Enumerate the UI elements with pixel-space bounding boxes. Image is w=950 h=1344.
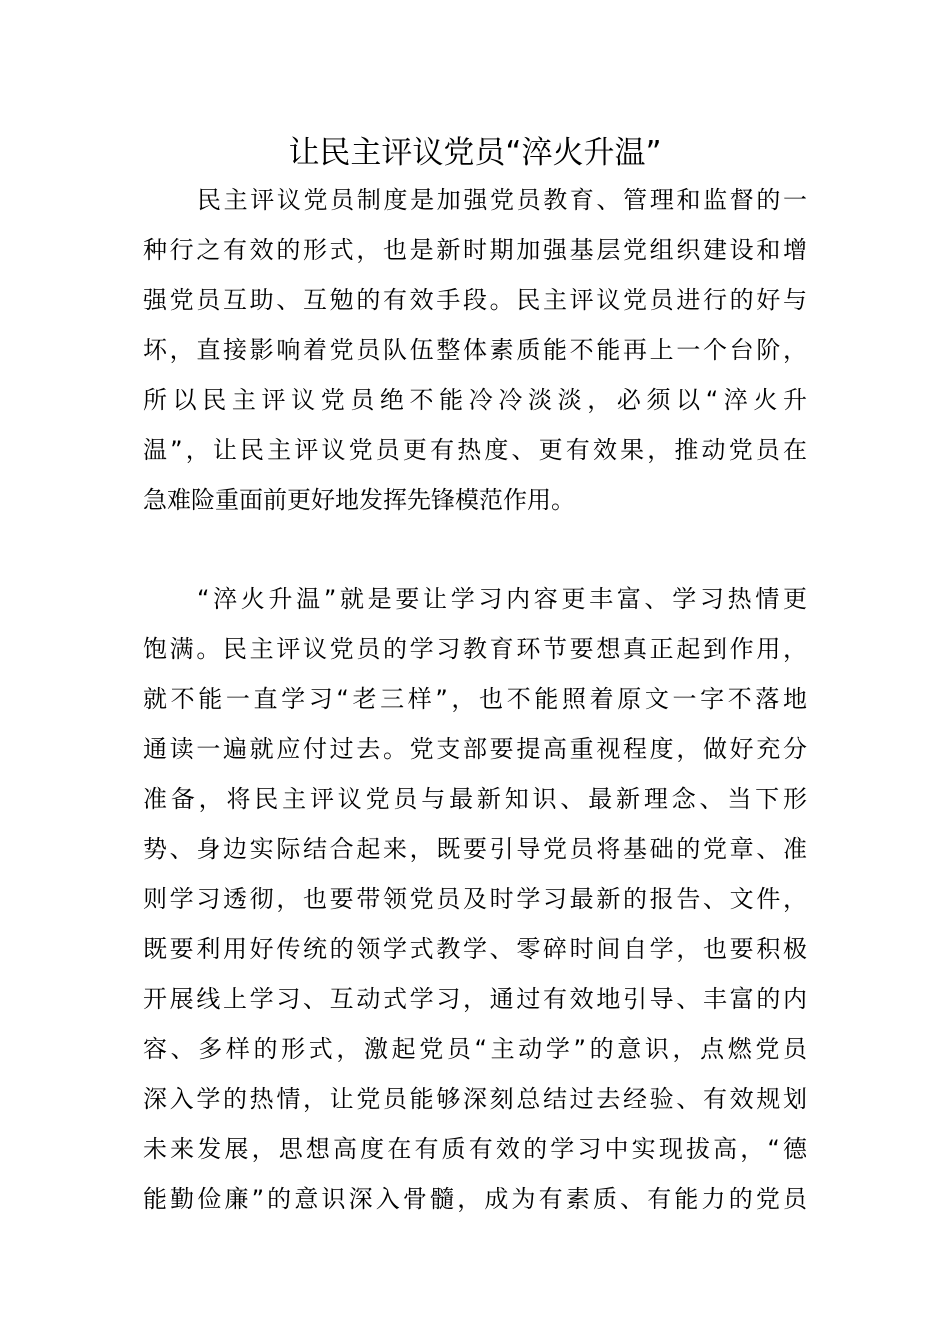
paragraph-2-line-4: 通读一遍就应付过去。党支部要提高重视程度，做好充分: [143, 735, 807, 763]
paragraph-2-line-6: 势、身边实际结合起来，既要引导党员将基础的党章、准: [143, 835, 807, 863]
paragraph-1-line-1: 民主评议党员制度是加强党员教育、管理和监督的一: [197, 186, 807, 214]
paragraph-2-line-1: “淬火升温”就是要让学习内容更丰富、学习热情更: [197, 585, 807, 613]
paragraph-2-line-9: 开展线上学习、互动式学习，通过有效地引导、丰富的内: [143, 985, 807, 1013]
paragraph-1-line-6: 温”，让民主评议党员更有热度、更有效果，推动党员在: [143, 436, 807, 464]
paragraph-1-line-3: 强党员互助、互勉的有效手段。民主评议党员进行的好与: [143, 286, 807, 314]
paragraph-2-line-8: 既要利用好传统的领学式教学、零碎时间自学，也要积极: [143, 935, 807, 963]
paragraph-2-line-10: 容、多样的形式，激起党员“主动学”的意识，点燃党员: [143, 1035, 807, 1063]
paragraph-2-line-7: 则学习透彻，也要带领党员及时学习最新的报告、文件，: [143, 885, 807, 913]
paragraph-2-line-12: 未来发展，思想高度在有质有效的学习中实现拔高，“德: [143, 1135, 807, 1163]
paragraph-1-line-7: 急难险重面前更好地发挥先锋模范作用。: [143, 486, 575, 514]
paragraph-2-line-2: 饱满。民主评议党员的学习教育环节要想真正起到作用，: [143, 635, 807, 663]
paragraph-2-line-5: 准备，将民主评议党员与最新知识、最新理念、当下形: [143, 785, 807, 813]
paragraph-1-line-5: 所以民主评议党员绝不能冷冷淡淡，必须以“淬火升: [143, 386, 807, 414]
document-title: 让民主评议党员“淬火升温”: [288, 135, 662, 171]
paragraph-2-line-11: 深入学的热情，让党员能够深刻总结过去经验、有效规划: [143, 1085, 807, 1113]
paragraph-1-line-2: 种行之有效的形式，也是新时期加强基层党组织建设和增: [143, 236, 807, 264]
paragraph-2-line-13: 能勤俭廉”的意识深入骨髓，成为有素质、有能力的党员: [143, 1185, 807, 1213]
paragraph-2-line-3: 就不能一直学习“老三样”，也不能照着原文一字不落地: [143, 685, 807, 713]
paragraph-1-line-4: 坏，直接影响着党员队伍整体素质能不能再上一个台阶，: [143, 336, 807, 364]
